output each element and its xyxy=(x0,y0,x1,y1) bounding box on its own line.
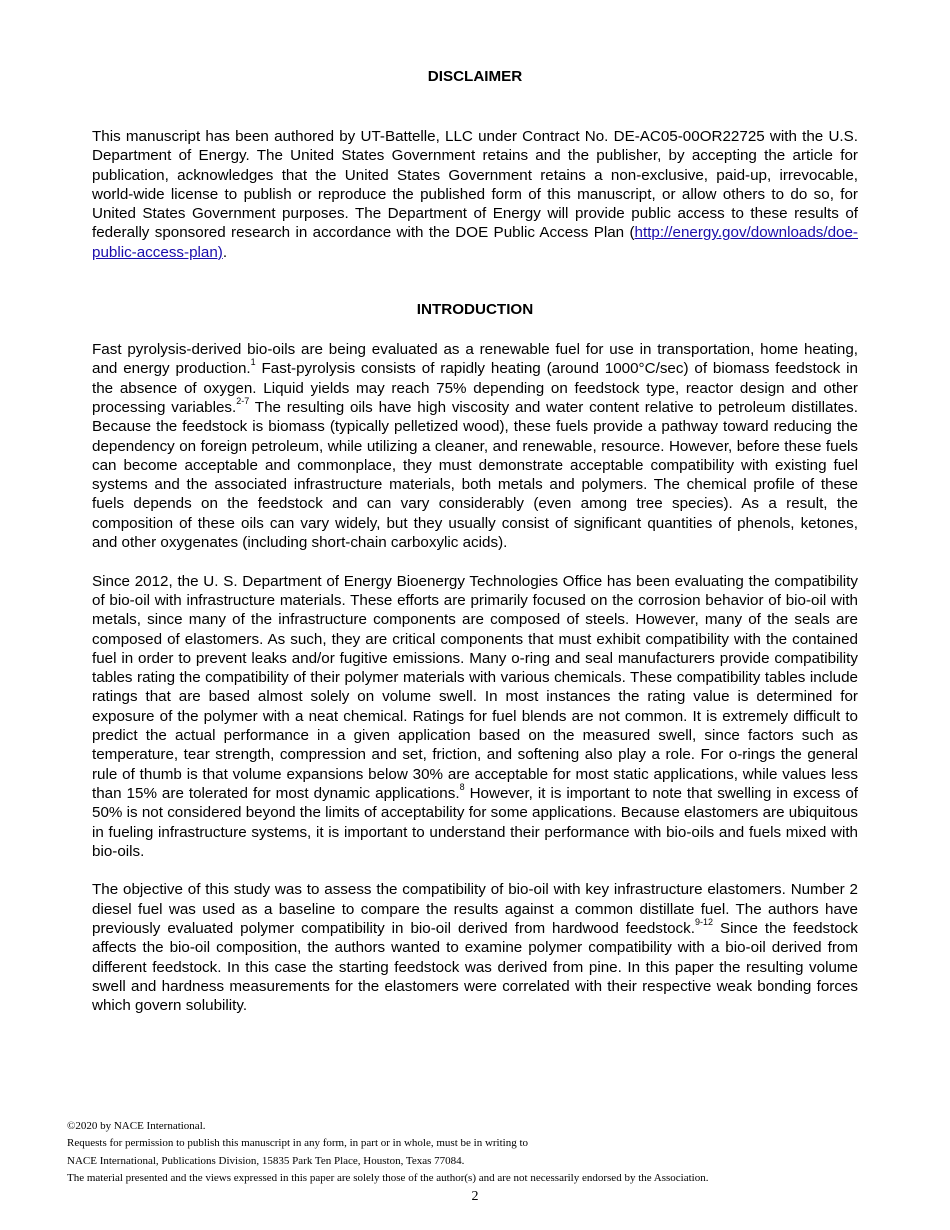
introduction-paragraph-1 xyxy=(92,340,858,552)
introduction-paragraph-2 xyxy=(92,572,858,861)
intro-p1-text-1: Fast pyrolysis-derived bio-oils are being evaluated as a renewable fuel for use in transportation, home heating, and energy production. xyxy=(92,341,858,378)
intro-p2-text-2: However, it is important to note that swelling in excess of 50% is not considered beyond the limits of acceptability for some applications. Because elastomers are ubiquitous in fueling infrastructure systems, it is important to understand their performance with bio-oils and fuels mixed with bio-oils. xyxy=(92,784,858,860)
intro-p1-text-2: Fast-pyrolysis consists of rapidly heating (around 1000°C/sec) of biomass feedstock in the absence of oxygen. Liquid yields may reach 75% depending on feedstock type, reactor design and other processing variables. xyxy=(92,360,858,416)
intro-p3-text-1: The objective of this study was to assess the compatibility of bio-oil with key infrastructure elastomers. Number 2 diesel fuel was used as a baseline to compare the results against a common distillate fuel. The authors have previously evaluated polymer compatibility in bio-oil derived from hardwood feedstock. xyxy=(92,881,858,937)
disclaimer-text-end: . xyxy=(222,243,228,261)
intro-p3-text-2: Since the feedstock affects the bio-oil composition, the authors wanted to examine polymer compatibility with a bio-oil derived from different feedstock. In this case the starting feedstock was derived from pine. In this paper the resulting volume swell and hardness measurements for the elastomers were correlated with their respective weak bonding forces which govern solubility. xyxy=(92,919,858,1015)
citation-ref: 2-7 xyxy=(236,395,250,406)
disclaimer-heading: DISCLAIMER xyxy=(427,68,523,85)
intro-p1-text-3: The resulting oils have high viscosity and water content relative to petroleum distillates. Because the feedstock is biomass (typically pelletized wood), these fuels provide a pathway toward reducing the dependency on foreign petroleum, while utilizing a cleaner, and renewable, resource. However, before these fuels can become acceptable and commonplace, they must demonstrate acceptable compatibility with existing fuel systems and the associated infrastructure materials, both metals and polymers. The chemical profile of these fuels depends on the feedstock and can vary considerably (even among tree species). As a result, the composition of these oils can vary widely, but they usually consist of significant quantities of phenols, ketones, and other oxygenates (including short-chain carboxylic acids). xyxy=(92,398,858,552)
footer-disclaimer: The material presented and the views expressed in this paper are solely those of the author(s) and are not necessarily endorsed by the Association. xyxy=(67,1172,709,1185)
page-number: 2 xyxy=(471,1189,479,1204)
footer-permission-line-1: Requests for permission to publish this manuscript in any form, in part or in whole, must be in writing to xyxy=(67,1137,529,1150)
footer-permission-line-2: NACE International, Publications Division, 15835 Park Ten Place, Houston, Texas 77084. xyxy=(67,1154,465,1167)
introduction-paragraph-3 xyxy=(92,880,858,1015)
citation-ref: 1 xyxy=(250,357,256,368)
disclaimer-paragraph xyxy=(92,127,858,262)
disclaimer-text: This manuscript has been authored by UT-Battelle, LLC under Contract No. DE-AC05-00OR22725 with the U.S. Department of Energy. The United States Government retains and the publisher, by accepting the article for publication, acknowledges that the United States Government retains a non-exclusive, paid-up, irrevocable, world-wide license to publish or reproduce the published form of this manuscript, or allow others to do so, for United States Government purposes. The Department of Energy will provide public access to these results of federally sponsored research in accordance with the DOE Public Access Plan ( xyxy=(92,128,858,242)
intro-p2-text-1: Since 2012, the U. S. Department of Energy Bioenergy Technologies Office has been evaluating the compatibility of bio-oil with infrastructure materials. These efforts are primarily focused on the corrosion behavior of bio-oil with metals, since many of the infrastructure components are composed of steels. However, many of the seals are composed of elastomers. As such, they are critical components that must exhibit compatibility with the contained fuel in order to prevent leaks and/or fugitive emissions. Many o-ring and seal manufacturers provide compatibility tables rating the compatibility of their polymer materials with various chemicals. These compatibility tables include ratings that are based almost solely on volume swell. In most instances the rating value is determined for exposure of the polymer with a neat chemical. Ratings for fuel blends are not common. It is extremely difficult to predict the actual performance in a given application based on the measured swell, since factors such as temperature, tear strength, compression and set, friction, and softening also play a role. For o-rings the general rule of thumb is that volume expansions below 30% are acceptable for most static applications, while values less than 15% are tolerated for most dynamic applications. xyxy=(92,572,858,802)
introduction-heading: INTRODUCTION xyxy=(416,301,534,319)
footer-copyright: ©2020 by NACE International. xyxy=(67,1120,206,1132)
doe-public-access-plan-link[interactable]: http://energy.gov/downloads/doe-public-access-plan) xyxy=(92,224,858,261)
citation-ref: 9-12 xyxy=(694,916,713,927)
citation-ref: 8 xyxy=(459,781,465,792)
page-footer xyxy=(67,1118,887,1188)
main-content xyxy=(92,66,858,1015)
